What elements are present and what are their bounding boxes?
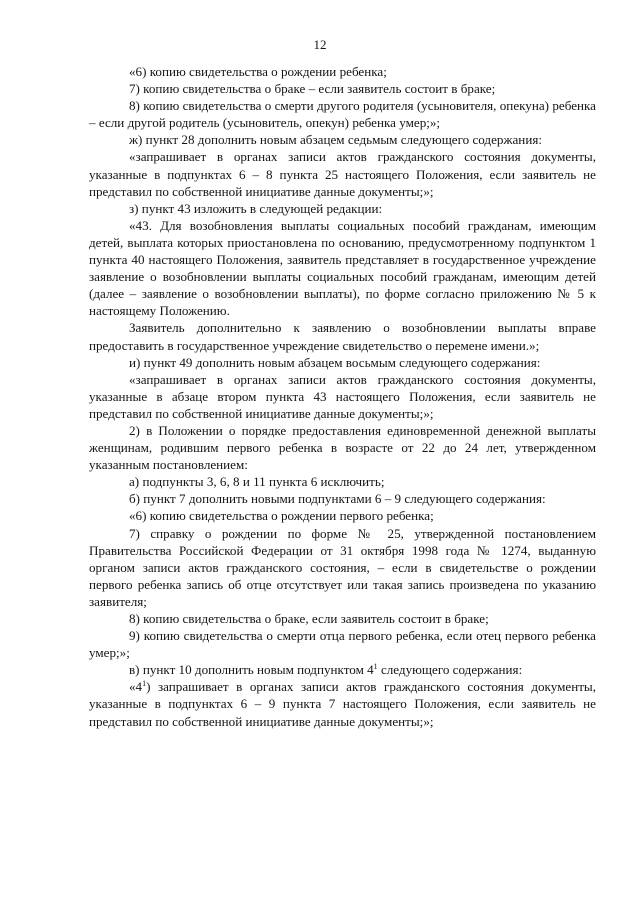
paragraph: 7) копию свидетельства о браке – если заявитель состоит в браке; xyxy=(129,81,496,97)
superscript: 1 xyxy=(373,662,378,672)
paragraph: 8) копию свидетельства о браке, если заявитель состоит в браке; xyxy=(129,611,489,626)
paragraph: б) пункт 7 дополнить новыми подпунктами 6 – 9 следующего содержания: xyxy=(129,491,546,507)
paragraph-text: ) запрашивает в органах записи актов гражданского состояния документы, указанные в подпунктах 6 – 9 пункта 7 настоящего Положения, если заявитель не представил по собственной инициативе данные документы;»; xyxy=(89,679,596,729)
paragraph: 7) справку о рождении по форме № 25, утвержденной постановлением Правительства Российской Федерации от 31 октября 1998 года № 1274, выданную органом записи актов гражданского состояния, – если в свидетельстве о рождении первого ребенка запись об отце отсутствует или такая запись произведена по указанию заявителя; xyxy=(89,525,596,609)
paragraph: з) пункт 43 изложить в следующей редакции: xyxy=(129,200,383,216)
paragraph: а) подпункты 3, 6, 8 и 11 пункта 6 исключить; xyxy=(129,474,385,490)
paragraph: «запрашивает в органах записи актов гражданского состояния документы, указанные в абзаце втором пункта 43 настоящего Положения, если заявитель не представил по собственной инициативе данные документы;»; xyxy=(89,371,596,421)
paragraph: Заявитель дополнительно к заявлению о возобновлении выплаты вправе предоставить в государственное учреждение свидетельство о перемене имени.»; xyxy=(89,320,596,353)
paragraph: и) пункт 49 дополнить новым абзацем восьмым следующего содержания: xyxy=(129,354,541,370)
paragraph-text: «4 xyxy=(129,679,143,695)
paragraph-subpoint-4-1-text xyxy=(89,678,596,729)
paragraph: 8) копию свидетельства о смерти другого родителя (усыновителя, опекуна) ребенка – если другой родитель (усыновитель, опекун) ребенка умер;»; xyxy=(89,98,596,131)
paragraph-subpoint-4-1-amendment xyxy=(89,661,596,678)
paragraph: 9) копию свидетельства о смерти отца первого ребенка, если отец первого ребенка умер;»; xyxy=(89,628,596,661)
paragraph-text: в) пункт 10 дополнить новым подпунктом 4 xyxy=(129,662,374,678)
paragraph: «6) копию свидетельства о рождении ребенка; xyxy=(129,64,387,79)
document-body xyxy=(89,63,596,730)
paragraph: «6) копию свидетельства о рождении первого ребенка; xyxy=(129,508,434,524)
paragraph: 2) в Положении о порядке предоставления единовременной денежной выплаты женщинам, родившим первого ребенка в возрасте от 22 до 24 лет, утвержденном указанным постановлением: xyxy=(89,422,596,473)
paragraph-text: следующего содержания: xyxy=(377,662,523,678)
page-number: 12 xyxy=(313,37,327,52)
superscript: 1 xyxy=(142,679,147,689)
paragraph: ж) пункт 28 дополнить новым абзацем седьмым следующего содержания: xyxy=(129,132,542,148)
paragraph: «запрашивает в органах записи актов гражданского состояния документы, указанные в подпунктах 6 – 8 пункта 25 настоящего Положения, если заявитель не представил по собственной инициативе данные документы;»; xyxy=(89,149,596,199)
paragraph: «43. Для возобновления выплаты социальных пособий гражданам, имеющим детей, выплата которых приостановлена по основанию, предусмотренному подпунктом 1 пункта 40 настоящего Положения, заявитель представляет в государственное учреждение заявление о возобновлении выплаты социальных пособий гражданам, имеющим детей (далее – заявление о возобновлении выплаты), по форме согласно приложению № 5 к настоящему Положению. xyxy=(89,217,596,319)
